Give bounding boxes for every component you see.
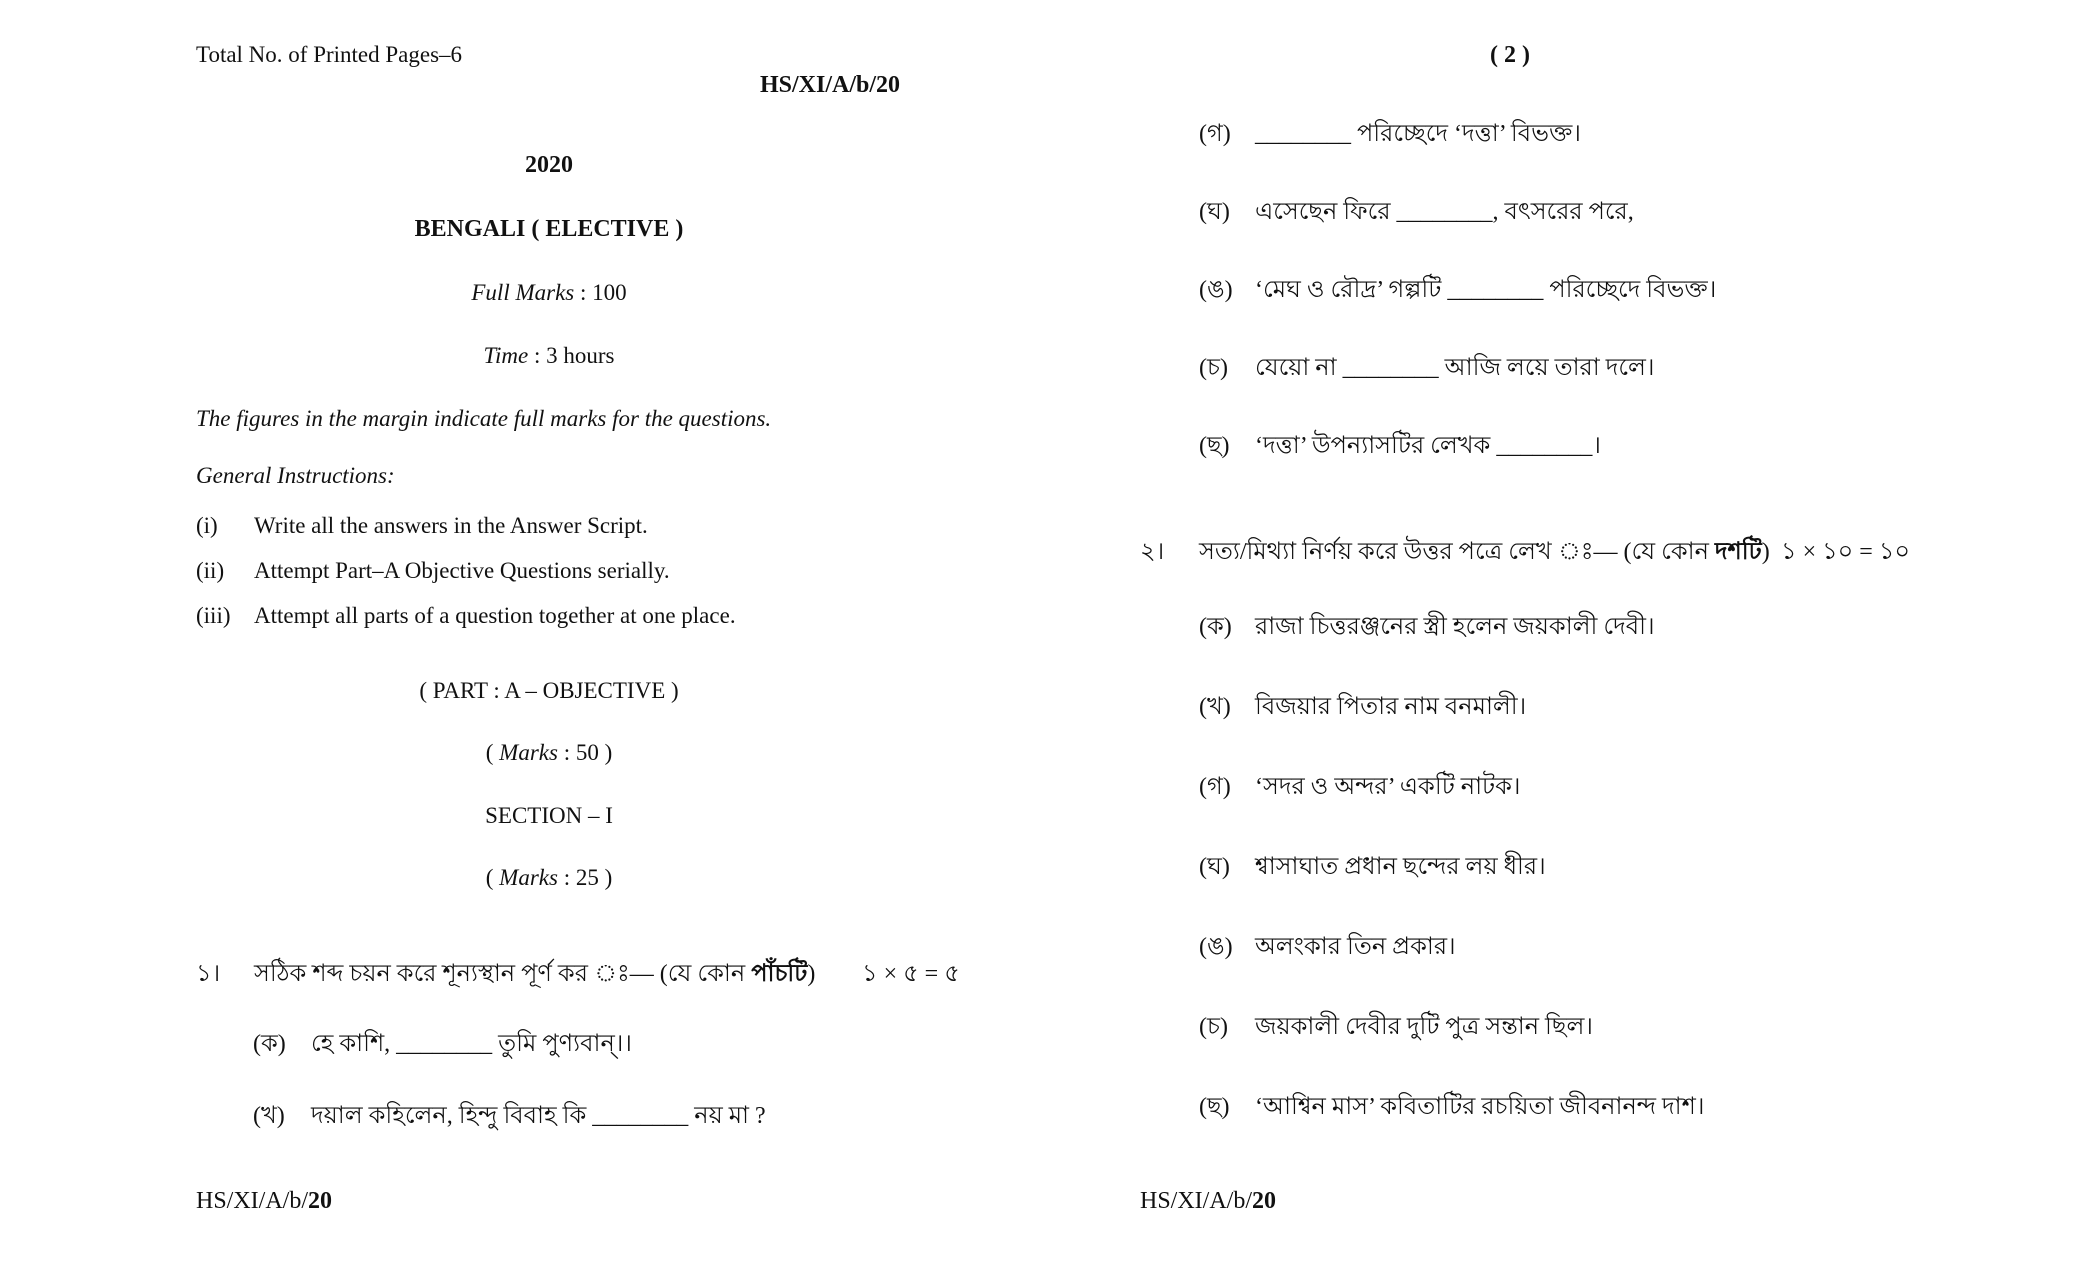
- item-text: যেয়ো না ________ আজি লয়ে তারা দলে।: [1255, 355, 1655, 381]
- item-text: ‘দত্তা’ উপন্যাসটির লেখক ________।: [1255, 433, 1601, 459]
- question-marks: ১ × ৫ = ৫: [862, 961, 960, 987]
- item-label: (গ): [1199, 774, 1231, 800]
- item-label: (ক): [1199, 614, 1232, 640]
- item-label: (ঙ): [1199, 934, 1233, 960]
- time-line: [196, 343, 902, 369]
- question-number: ২।: [1140, 539, 1165, 565]
- item-label: (খ): [1199, 694, 1231, 720]
- footer-code: HS/XI/A/b/: [1140, 1188, 1253, 1214]
- item-label: (ঘ): [1199, 854, 1230, 880]
- time-label: Time: [483, 343, 529, 368]
- instruction-text: Attempt all parts of a question together at one place.: [254, 603, 736, 628]
- item-text: শ্বাসাঘাত প্রধান ছন্দের লয় ধীর।: [1255, 854, 1546, 880]
- question-text: [254, 955, 815, 995]
- item-label: (খ): [253, 1103, 285, 1129]
- item-text: ‘আশ্বিন মাস’ কবিতাটির রচয়িতা জীবনানন্দ দাশ।: [1255, 1094, 1705, 1120]
- item-text: দয়াল কহিলেন, হিন্দু বিবাহ কি ________ নয় মা ?: [311, 1103, 766, 1129]
- item-label: (ঙ): [1199, 277, 1233, 303]
- time-value: : 3 hours: [528, 343, 615, 368]
- item-label: (ছ): [1199, 433, 1230, 459]
- item-label: (চ): [1199, 1014, 1228, 1040]
- item-text: অলংকার তিন প্রকার।: [1255, 934, 1456, 960]
- instruction-text: Attempt Part–A Objective Questions serially.: [254, 558, 670, 583]
- part-marks-open: (: [485, 740, 500, 765]
- item-text: বিজয়ার পিতার নাম বনমালী।: [1255, 694, 1527, 720]
- question-text-pre: সত্য/মিথ্যা নির্ণয় করে উত্তর পত্রে লেখ ঃ— (যে কোন: [1199, 539, 1715, 565]
- subject-heading: BENGALI ( ELECTIVE ): [414, 216, 684, 242]
- question-text-post: ): [807, 961, 816, 987]
- full-marks-line: [196, 280, 902, 306]
- item-label: (চ): [1199, 355, 1228, 381]
- item-label: (ক): [253, 1031, 286, 1057]
- full-marks-value: : 100: [574, 280, 627, 305]
- item-label: (ছ): [1199, 1094, 1230, 1120]
- item-text: রাজা চিত্তরঞ্জনের স্ত্রী হলেন জয়কালী দেবী।: [1255, 614, 1655, 640]
- item-text: ‘সদর ও অন্দর’ একটি নাটক।: [1255, 774, 1521, 800]
- section-heading: SECTION – I: [485, 803, 613, 828]
- section-marks-label: Marks: [499, 865, 558, 890]
- full-marks-label: Full Marks: [471, 280, 575, 305]
- item-label: (ঘ): [1199, 199, 1230, 225]
- footer-code-bold: 20: [1252, 1188, 1277, 1214]
- paper-code: HS/XI/A/b/20: [760, 72, 901, 98]
- general-instructions-heading: General Instructions:: [196, 463, 395, 488]
- instruction-number: (i): [196, 513, 218, 538]
- instruction-number: (iii): [196, 603, 231, 628]
- instruction-number: (ii): [196, 558, 225, 583]
- page-footer: [1140, 1188, 1276, 1215]
- section-marks-line: [196, 865, 902, 891]
- item-text: ________ পরিচ্ছেদে ‘দত্তা’ বিভক্ত।: [1255, 121, 1581, 147]
- question-text-bold: দশটি: [1714, 539, 1762, 565]
- instruction-text: Write all the answers in the Answer Script.: [254, 513, 648, 538]
- part-marks-line: [196, 740, 902, 766]
- section-marks-open: (: [485, 865, 500, 890]
- page-number: ( 2 ): [1490, 42, 1530, 68]
- printed-pages-note: Total No. of Printed Pages–6: [196, 42, 463, 67]
- footer-code: HS/XI/A/b/: [196, 1188, 309, 1214]
- question-text-pre: সঠিক শব্দ চয়ন করে শূন্যস্থান পূর্ণ কর ঃ— (যে কোন: [254, 961, 752, 987]
- question-text: [1199, 533, 1770, 573]
- item-text: ‘মেঘ ও রৌদ্র’ গল্পটি ________ পরিচ্ছেদে বিভক্ত।: [1255, 277, 1717, 303]
- section-marks-rest: : 25 ): [557, 865, 613, 890]
- question-marks: ১ × ১০ = ১০: [1781, 539, 1911, 565]
- part-heading: ( PART : A – OBJECTIVE ): [419, 678, 679, 703]
- question-text-bold: পাঁচটি: [751, 961, 808, 987]
- year-heading: 2020: [525, 152, 573, 178]
- item-text: এসেছেন ফিরে ________, বৎসরের পরে,: [1255, 199, 1634, 225]
- figures-note: The figures in the margin indicate full marks for the questions.: [196, 406, 772, 431]
- page-footer: [196, 1188, 332, 1215]
- part-marks-label: Marks: [499, 740, 558, 765]
- item-text: জয়কালী দেবীর দুটি পুত্র সন্তান ছিল।: [1255, 1014, 1593, 1040]
- item-text: হে কাশি, ________ তুমি পুণ্যবান্।।: [311, 1031, 632, 1057]
- item-label: (গ): [1199, 121, 1231, 147]
- footer-code-bold: 20: [308, 1188, 333, 1214]
- question-number: ১।: [196, 961, 221, 987]
- question-text-post: ): [1761, 539, 1770, 565]
- part-marks-rest: : 50 ): [557, 740, 613, 765]
